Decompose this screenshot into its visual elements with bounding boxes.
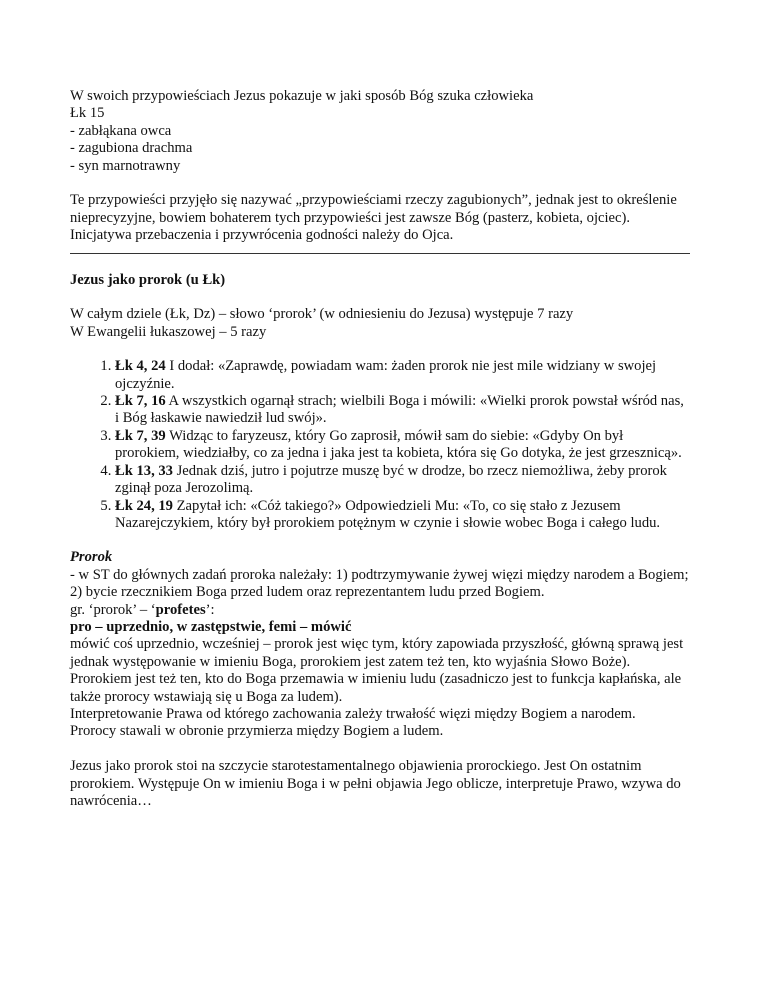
initiative-line: Inicjatywa przebaczenia i przywrócenia godności należy do Ojca. — [70, 227, 454, 244]
scripture-ref: Łk 24, 19 — [115, 497, 173, 514]
scripture-text: Zapytał ich: «Cóż takiego?» Odpowiedzieli Mu: «To, co się stało z Jezusem Nazarejczykiem, który był prorokiem potężnym w czynie i słowie wobec Boga i całego ludu. — [115, 497, 661, 531]
intro-item: - zabłąkana owca — [70, 122, 172, 139]
list-item — [115, 358, 690, 393]
prophet-explanation: mówić coś uprzednio, wcześniej – prorok jest więc tym, który zapowiada przyszłość, główną sprawą jest jednak występowanie w imieniu Boga, prorokiem jest zatem też ten, kto wyjaśnia Słowo Boże). Prorokiem jest też ten, kto do Boga przemawia w imieniu ludu (zasadniczo jest to funkcja kapłańska, ale także prorocy wstawiają się u Boga za ludem). — [70, 636, 684, 705]
horizontal-divider — [70, 253, 690, 254]
scripture-text: Jednak dziś, jutro i pojutrze muszę być w drodze, bo rzecz niemożliwa, żeby prorok zginął poza Jerozolimą. — [115, 462, 667, 497]
prorok-title: Prorok — [70, 549, 113, 566]
section-heading: Jezus jako prorok (u Łk) — [70, 271, 226, 288]
covenant-line: Prorocy stawali w obronie przymierza między Bogiem a ludem. — [70, 723, 444, 740]
scripture-ref: Łk 7, 39 — [115, 427, 166, 444]
scripture-text: A wszystkich ogarnął strach; wielbili Boga i mówili: «Wielki prorok powstał wśród nas, i Bóg łaskawie nawiedził lud swój». — [115, 393, 684, 427]
intro-line: W swoich przypowieściach Jezus pokazuje w jaki sposób Bóg szuka człowieka — [70, 88, 534, 104]
intro-reference: Łk 15 — [70, 105, 105, 122]
intro-item: - zagubiona drachma — [70, 140, 193, 157]
scripture-ref: Łk 13, 33 — [115, 462, 173, 479]
parables-paragraph: Te przypowieści przyjęło się nazywać „przypowieściami rzeczy zagubionych”, jednak jest to określenie nieprecyzyjne, bowiem bohaterem tych przypowieści jest zawsze Bóg (pasterz, kobieta, ojciec). — [70, 192, 677, 226]
list-item — [115, 498, 690, 533]
prophet-duties: - w ST do głównych zadań proroka należały: 1) podtrzymywanie żywej więzi między narodem a Bogiem; 2) bycie rzecznikiem Boga przed ludem oraz reprezentantem ludu przed Bogiem. — [70, 566, 689, 601]
usage-stat: W całym dziele (Łk, Dz) – słowo ‘prorok’ (w odniesieniu do Jezusa) występuje 7 razy — [70, 306, 574, 323]
scripture-ref: Łk 7, 16 — [115, 393, 166, 410]
etymology-word: profetes — [155, 601, 206, 618]
intro-item: - syn marnotrawny — [70, 157, 181, 174]
list-item — [115, 463, 690, 498]
etymology-prefix: gr. ‘prorok’ – ‘ — [70, 601, 156, 618]
references-list — [70, 358, 690, 532]
law-line: Interpretowanie Prawa od którego zachowania zależy trwałość więzi między Bogiem a narodem. — [70, 705, 636, 722]
list-item — [115, 428, 690, 463]
etymology-line — [70, 602, 690, 619]
usage-stat: W Ewangelii łukaszowej – 5 razy — [70, 323, 267, 340]
document-page — [70, 88, 690, 810]
scripture-text: Widząc to faryzeusz, który Go zaprosił, mówił sam do siebie: «Gdyby On był prorokiem, wiedziałby, co za jedna i jaka jest ta kobieta, która się Go dotyka, że jest grzesznicą». — [115, 427, 682, 462]
list-item — [115, 393, 690, 428]
scripture-text: I dodał: «Zaprawdę, powiadam wam: żaden prorok nie jest mile widziany w swojej ojczyźnie. — [115, 358, 657, 392]
scripture-ref: Łk 4, 24 — [115, 358, 166, 375]
etymology-suffix: ’: — [205, 601, 215, 618]
closing-paragraph: Jezus jako prorok stoi na szczycie starotestamentalnego objawienia prorockiego. Jest On ostatnim prorokiem. Występuje On w imieniu Boga i w pełni objawia Jego oblicze, interpretuje Prawo, wzywa do nawrócenia… — [70, 758, 681, 809]
etymology-meaning: pro – uprzednio, w zastępstwie, femi – mówić — [70, 618, 352, 635]
